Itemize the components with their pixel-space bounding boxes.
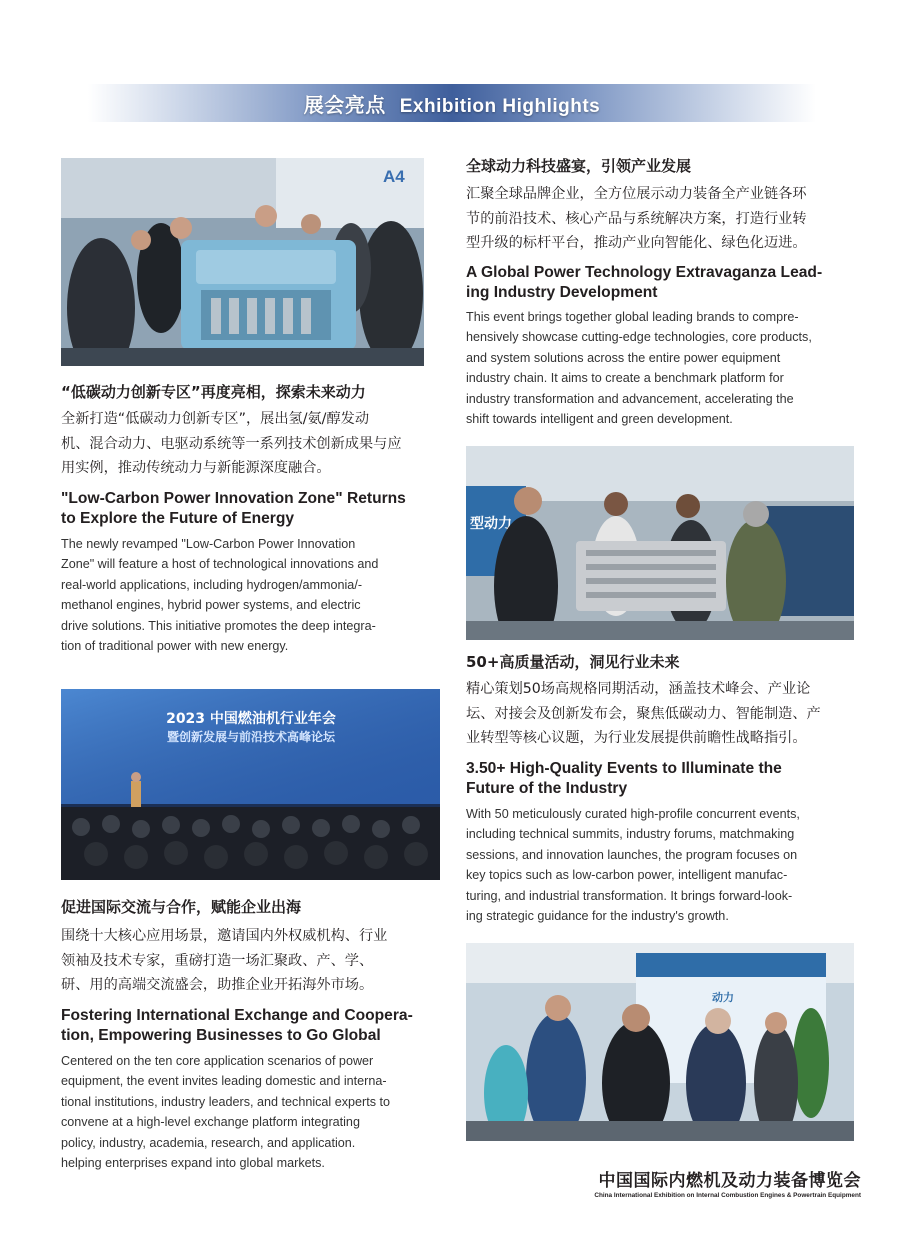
en-heading-line: Fostering International Exchange and Coopera- xyxy=(61,1006,413,1024)
en-line: tional institutions, industry leaders, and technical experts to xyxy=(61,1094,391,1109)
forum-banner-subtitle: 暨创新发展与前沿技术高峰论坛 xyxy=(166,730,336,744)
banner-title-cn: 展会亮点 xyxy=(303,92,386,117)
en-line: With 50 meticulously curated high-profile concurrent events, xyxy=(466,806,800,821)
en-line: real-world applications, including hydrogen/ammonia/- xyxy=(61,577,363,592)
en-heading-line: to Explore the Future of Energy xyxy=(61,509,295,527)
events-section xyxy=(466,651,866,927)
en-line: ing strategic guidance for the industry's growth. xyxy=(466,909,729,923)
booth-discussion-photo xyxy=(466,943,854,1141)
global-power-cn-heading: 全球动力科技盛宴，引领产业发展 xyxy=(466,157,692,175)
low-carbon-section xyxy=(61,381,441,657)
cn-line: 领袖及技术专家，重磅打造一场汇聚政、产、学、 xyxy=(61,952,374,969)
cn-line: 业转型等核心议题，为行业发展提供前瞻性战略指引。 xyxy=(466,730,807,746)
en-line: policy, industry, academia, research, and application. xyxy=(61,1135,356,1150)
en-line: key topics such as low-carbon power, intelligent manufac- xyxy=(466,868,788,882)
en-line: convene at a high-level exchange platform integrating xyxy=(61,1115,360,1129)
footer-title-cn: 中国国际内燃机及动力装备博览会 xyxy=(598,1171,861,1191)
global-power-en-heading xyxy=(466,263,866,303)
en-line: industry chain. It aims to create a benchmark platform for xyxy=(466,371,784,385)
en-line: This event brings together global leading brands to compre- xyxy=(466,309,799,324)
cn-line: 用实例，推动传统动力与新能源深度融合。 xyxy=(61,460,331,476)
low-carbon-cn-body xyxy=(61,407,441,481)
events-en-heading xyxy=(466,759,866,799)
international-en-heading xyxy=(61,1006,446,1046)
svg-text:型动力: 型动力 xyxy=(470,516,512,532)
forum-banner-title: 2023 中国燃油机行业年会 xyxy=(166,711,336,727)
en-line: sessions, and innovation launches, the program focuses on xyxy=(466,847,798,862)
cn-line: 机、混合动力、电驱动系统等一系列技术创新成果与应 xyxy=(61,435,402,452)
banner-title xyxy=(304,89,600,118)
engine-exhibit-photo xyxy=(61,158,424,366)
low-carbon-en-body xyxy=(61,534,441,657)
booth-sign: 动力 xyxy=(712,991,734,1004)
en-line: industry transformation and advancement, accelerating the xyxy=(466,391,794,406)
en-heading-line: "Low-Carbon Power Innovation Zone" Returns xyxy=(61,489,406,507)
en-heading-line: A Global Power Technology Extravaganza Lead- xyxy=(466,263,823,281)
footer-title-en: China International Exhibition on Internal Combustion Engines & Powertrain Equipment xyxy=(594,1192,861,1199)
en-line: turing, and industrial transformation. It brings forward-look- xyxy=(466,888,793,903)
events-cn-heading: 50+高质量活动，洞见行业未来 xyxy=(466,653,680,671)
cn-line: 坛、对接会及创新发布会，聚焦低碳动力、智能制造、产 xyxy=(466,705,821,722)
en-line: hensively showcase cutting-edge technologies, core products, xyxy=(466,330,812,344)
low-carbon-cn-heading: “低碳动力创新专区”再度亮相，探索未来动力 xyxy=(61,383,366,401)
global-power-en-body xyxy=(466,307,866,430)
en-line: methanol engines, hybrid power systems, and electric xyxy=(61,598,361,612)
events-cn-body xyxy=(466,677,866,751)
hall-sign-a4: A4 xyxy=(383,167,405,186)
visitors-exhibit-photo xyxy=(466,446,854,640)
en-heading-line: 3.50+ High-Quality Events to Illuminate the xyxy=(466,759,782,777)
cn-line: 精心策划50场高规格同期活动，涵盖技术峰会、产业论 xyxy=(466,681,811,697)
en-line: drive solutions. This initiative promotes the deep integra- xyxy=(61,618,376,633)
en-line: helping enterprises expand into global markets. xyxy=(61,1156,325,1170)
international-cn-heading: 促进国际交流与合作，赋能企业出海 xyxy=(61,898,302,916)
en-heading-line: Future of the Industry xyxy=(466,779,628,797)
cn-line: 全新打造“低碳动力创新专区”，展出氢/氨/醇发动 xyxy=(61,411,370,427)
international-en-body xyxy=(61,1051,446,1174)
international-cn-body xyxy=(61,924,446,998)
cn-line: 型升级的标杆平台，推动产业向智能化、绿色化迈进。 xyxy=(466,235,807,251)
low-carbon-en-heading xyxy=(61,489,441,529)
cn-line: 研、用的高端交流盛会，助推企业开拓海外市场。 xyxy=(61,977,374,993)
en-line: shift towards intelligent and green development. xyxy=(466,412,733,426)
forum-photo xyxy=(61,689,440,880)
en-heading-line: tion, Empowering Businesses to Go Global xyxy=(61,1026,381,1044)
cn-line: 汇聚全球品牌企业，全方位展示动力装备全产业链各环 xyxy=(466,186,807,202)
section-banner xyxy=(88,84,816,122)
footer-brand xyxy=(594,1166,861,1199)
cn-line: 节的前沿技术、核心产品与系统解决方案，打造行业转 xyxy=(466,210,807,227)
en-line: and system solutions across the entire power equipment xyxy=(466,350,781,365)
en-line: The newly revamped "Low-Carbon Power Innovation xyxy=(61,536,356,551)
en-line: Centered on the ten core application scenarios of power xyxy=(61,1053,374,1068)
global-power-section xyxy=(466,155,866,430)
events-en-body xyxy=(466,804,866,927)
en-line: Zone" will feature a host of technological innovations and xyxy=(61,557,379,571)
en-line: including technical summits, industry forums, matchmaking xyxy=(466,827,795,841)
banner-title-en: Exhibition Highlights xyxy=(399,95,601,117)
cn-line: 围绕十大核心应用场景，邀请国内外权威机构、行业 xyxy=(61,928,388,944)
global-power-cn-body xyxy=(466,182,866,256)
en-line: equipment, the event invites leading domestic and interna- xyxy=(61,1074,387,1088)
en-line: tion of traditional power with new energy. xyxy=(61,639,289,653)
international-section xyxy=(61,896,446,1174)
en-heading-line: ing Industry Development xyxy=(466,283,658,301)
